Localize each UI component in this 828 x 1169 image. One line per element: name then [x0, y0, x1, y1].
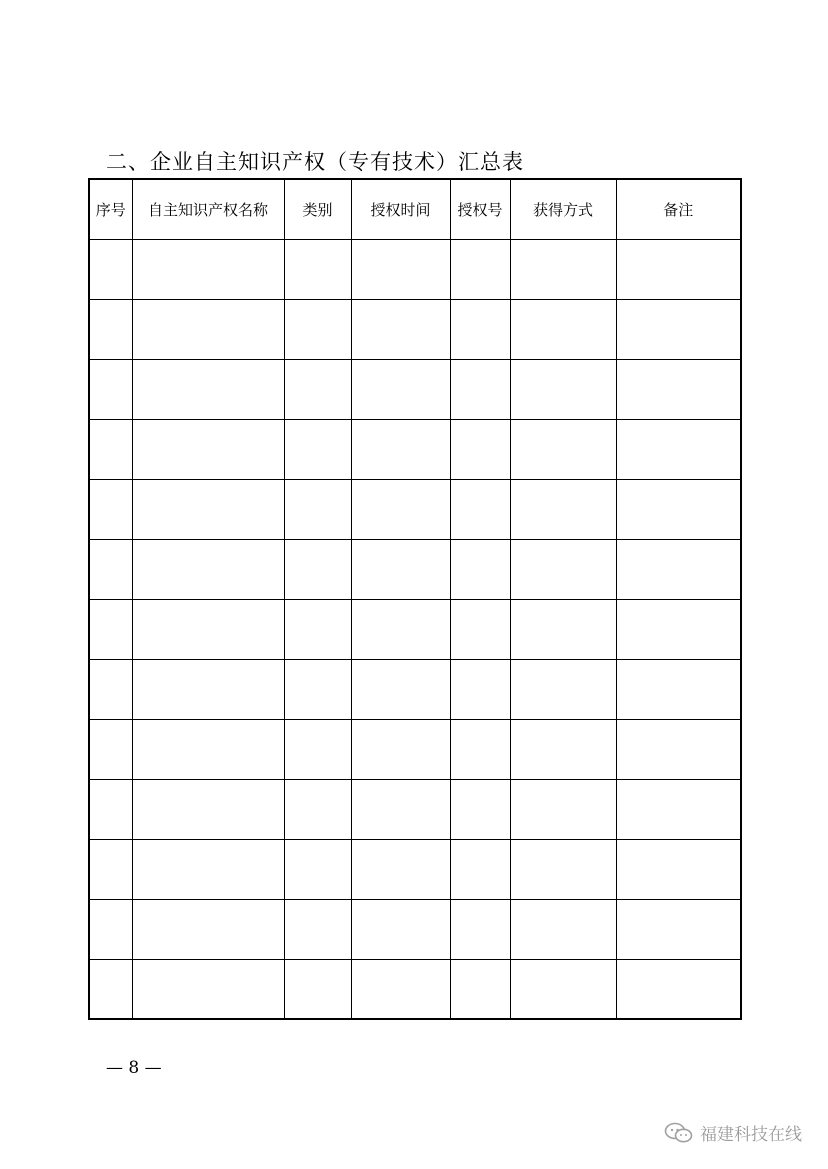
table-cell[interactable] [510, 779, 616, 839]
table-cell[interactable] [132, 959, 284, 1019]
table-cell[interactable] [450, 599, 510, 659]
column-header-acquisition-method: 获得方式 [510, 179, 616, 239]
table-cell[interactable] [510, 419, 616, 479]
table-cell[interactable] [510, 659, 616, 719]
table-cell[interactable] [89, 899, 132, 959]
table-cell[interactable] [284, 779, 351, 839]
table-cell[interactable] [450, 479, 510, 539]
table-cell[interactable] [132, 359, 284, 419]
table-cell[interactable] [284, 719, 351, 779]
table-cell[interactable] [450, 839, 510, 899]
table-cell[interactable] [351, 299, 450, 359]
table-cell[interactable] [450, 299, 510, 359]
table-cell[interactable] [351, 719, 450, 779]
table-cell[interactable] [510, 359, 616, 419]
table-body [89, 239, 741, 1019]
table-cell[interactable] [351, 779, 450, 839]
table-cell[interactable] [284, 359, 351, 419]
table-cell[interactable] [132, 659, 284, 719]
table-cell[interactable] [351, 899, 450, 959]
table-row [89, 899, 741, 959]
table-cell[interactable] [450, 419, 510, 479]
table-cell[interactable] [89, 419, 132, 479]
table-cell[interactable] [351, 359, 450, 419]
table-cell[interactable] [132, 419, 284, 479]
table-row [89, 299, 741, 359]
table-cell[interactable] [450, 539, 510, 599]
column-header-category: 类别 [284, 179, 351, 239]
table-cell[interactable] [89, 539, 132, 599]
table-cell[interactable] [351, 599, 450, 659]
wechat-icon [664, 1121, 694, 1145]
watermark [664, 1120, 802, 1145]
ip-summary-table [88, 178, 742, 1020]
table-cell[interactable] [132, 479, 284, 539]
table-cell[interactable] [450, 899, 510, 959]
table-cell[interactable] [616, 659, 741, 719]
table-cell[interactable] [450, 719, 510, 779]
table-cell[interactable] [351, 419, 450, 479]
table-cell[interactable] [89, 359, 132, 419]
table-cell[interactable] [351, 539, 450, 599]
table-cell[interactable] [450, 239, 510, 299]
table-row [89, 719, 741, 779]
table-cell[interactable] [89, 719, 132, 779]
table-cell[interactable] [450, 359, 510, 419]
table-cell[interactable] [616, 779, 741, 839]
column-header-grant-number: 授权号 [450, 179, 510, 239]
column-header-ip-name: 自主知识产权名称 [132, 179, 284, 239]
table-row [89, 539, 741, 599]
table-cell[interactable] [284, 299, 351, 359]
table-cell[interactable] [284, 959, 351, 1019]
table-cell[interactable] [351, 659, 450, 719]
table-row [89, 359, 741, 419]
table-cell[interactable] [616, 359, 741, 419]
table-cell[interactable] [510, 719, 616, 779]
table-cell[interactable] [284, 239, 351, 299]
table-cell[interactable] [284, 659, 351, 719]
table-cell[interactable] [284, 599, 351, 659]
table-cell[interactable] [510, 539, 616, 599]
table-cell[interactable] [616, 539, 741, 599]
table-cell[interactable] [351, 839, 450, 899]
watermark-text: 福建科技在线 [700, 1125, 802, 1145]
table-cell[interactable] [510, 299, 616, 359]
table-cell[interactable] [510, 959, 616, 1019]
table-cell[interactable] [616, 479, 741, 539]
table-cell[interactable] [616, 839, 741, 899]
table-cell[interactable] [351, 479, 450, 539]
table-cell[interactable] [510, 599, 616, 659]
table-cell[interactable] [616, 419, 741, 479]
table-row [89, 419, 741, 479]
table-cell[interactable] [89, 599, 132, 659]
table-cell[interactable] [616, 239, 741, 299]
table-cell[interactable] [616, 899, 741, 959]
table-cell[interactable] [450, 659, 510, 719]
table-row [89, 779, 741, 839]
column-header-remarks: 备注 [616, 179, 741, 239]
table-cell[interactable] [132, 779, 284, 839]
table-cell[interactable] [89, 299, 132, 359]
table-cell[interactable] [132, 239, 284, 299]
page-number: — 8 — [106, 1058, 162, 1078]
table-cell[interactable] [284, 419, 351, 479]
table-cell[interactable] [89, 479, 132, 539]
table-row [89, 959, 741, 1019]
table-cell[interactable] [450, 959, 510, 1019]
table-cell[interactable] [351, 959, 450, 1019]
table-cell[interactable] [616, 299, 741, 359]
document-title: 二、企业自主知识产权（专有技术）汇总表 [106, 150, 524, 174]
table-cell[interactable] [450, 779, 510, 839]
table-cell[interactable] [616, 719, 741, 779]
table-header-row [89, 179, 741, 239]
table-row [89, 659, 741, 719]
table-row [89, 839, 741, 899]
table-cell[interactable] [89, 779, 132, 839]
table-cell[interactable] [351, 239, 450, 299]
column-header-grant-date: 授权时间 [351, 179, 450, 239]
table-cell[interactable] [284, 539, 351, 599]
table-row [89, 599, 741, 659]
table-cell[interactable] [284, 479, 351, 539]
table-cell[interactable] [510, 239, 616, 299]
table-cell[interactable] [132, 839, 284, 899]
table-cell[interactable] [616, 599, 741, 659]
table-cell[interactable] [89, 659, 132, 719]
table-cell[interactable] [132, 719, 284, 779]
column-header-index: 序号 [89, 179, 132, 239]
table-cell[interactable] [132, 599, 284, 659]
table-cell[interactable] [89, 839, 132, 899]
table-cell[interactable] [132, 299, 284, 359]
table-cell[interactable] [510, 899, 616, 959]
table-row [89, 239, 741, 299]
table-cell[interactable] [284, 839, 351, 899]
table-cell[interactable] [616, 959, 741, 1019]
table-cell[interactable] [510, 479, 616, 539]
table-cell[interactable] [284, 899, 351, 959]
table-cell[interactable] [510, 839, 616, 899]
table-cell[interactable] [89, 959, 132, 1019]
table-cell[interactable] [89, 239, 132, 299]
table-cell[interactable] [132, 539, 284, 599]
table-row [89, 479, 741, 539]
table-cell[interactable] [132, 899, 284, 959]
